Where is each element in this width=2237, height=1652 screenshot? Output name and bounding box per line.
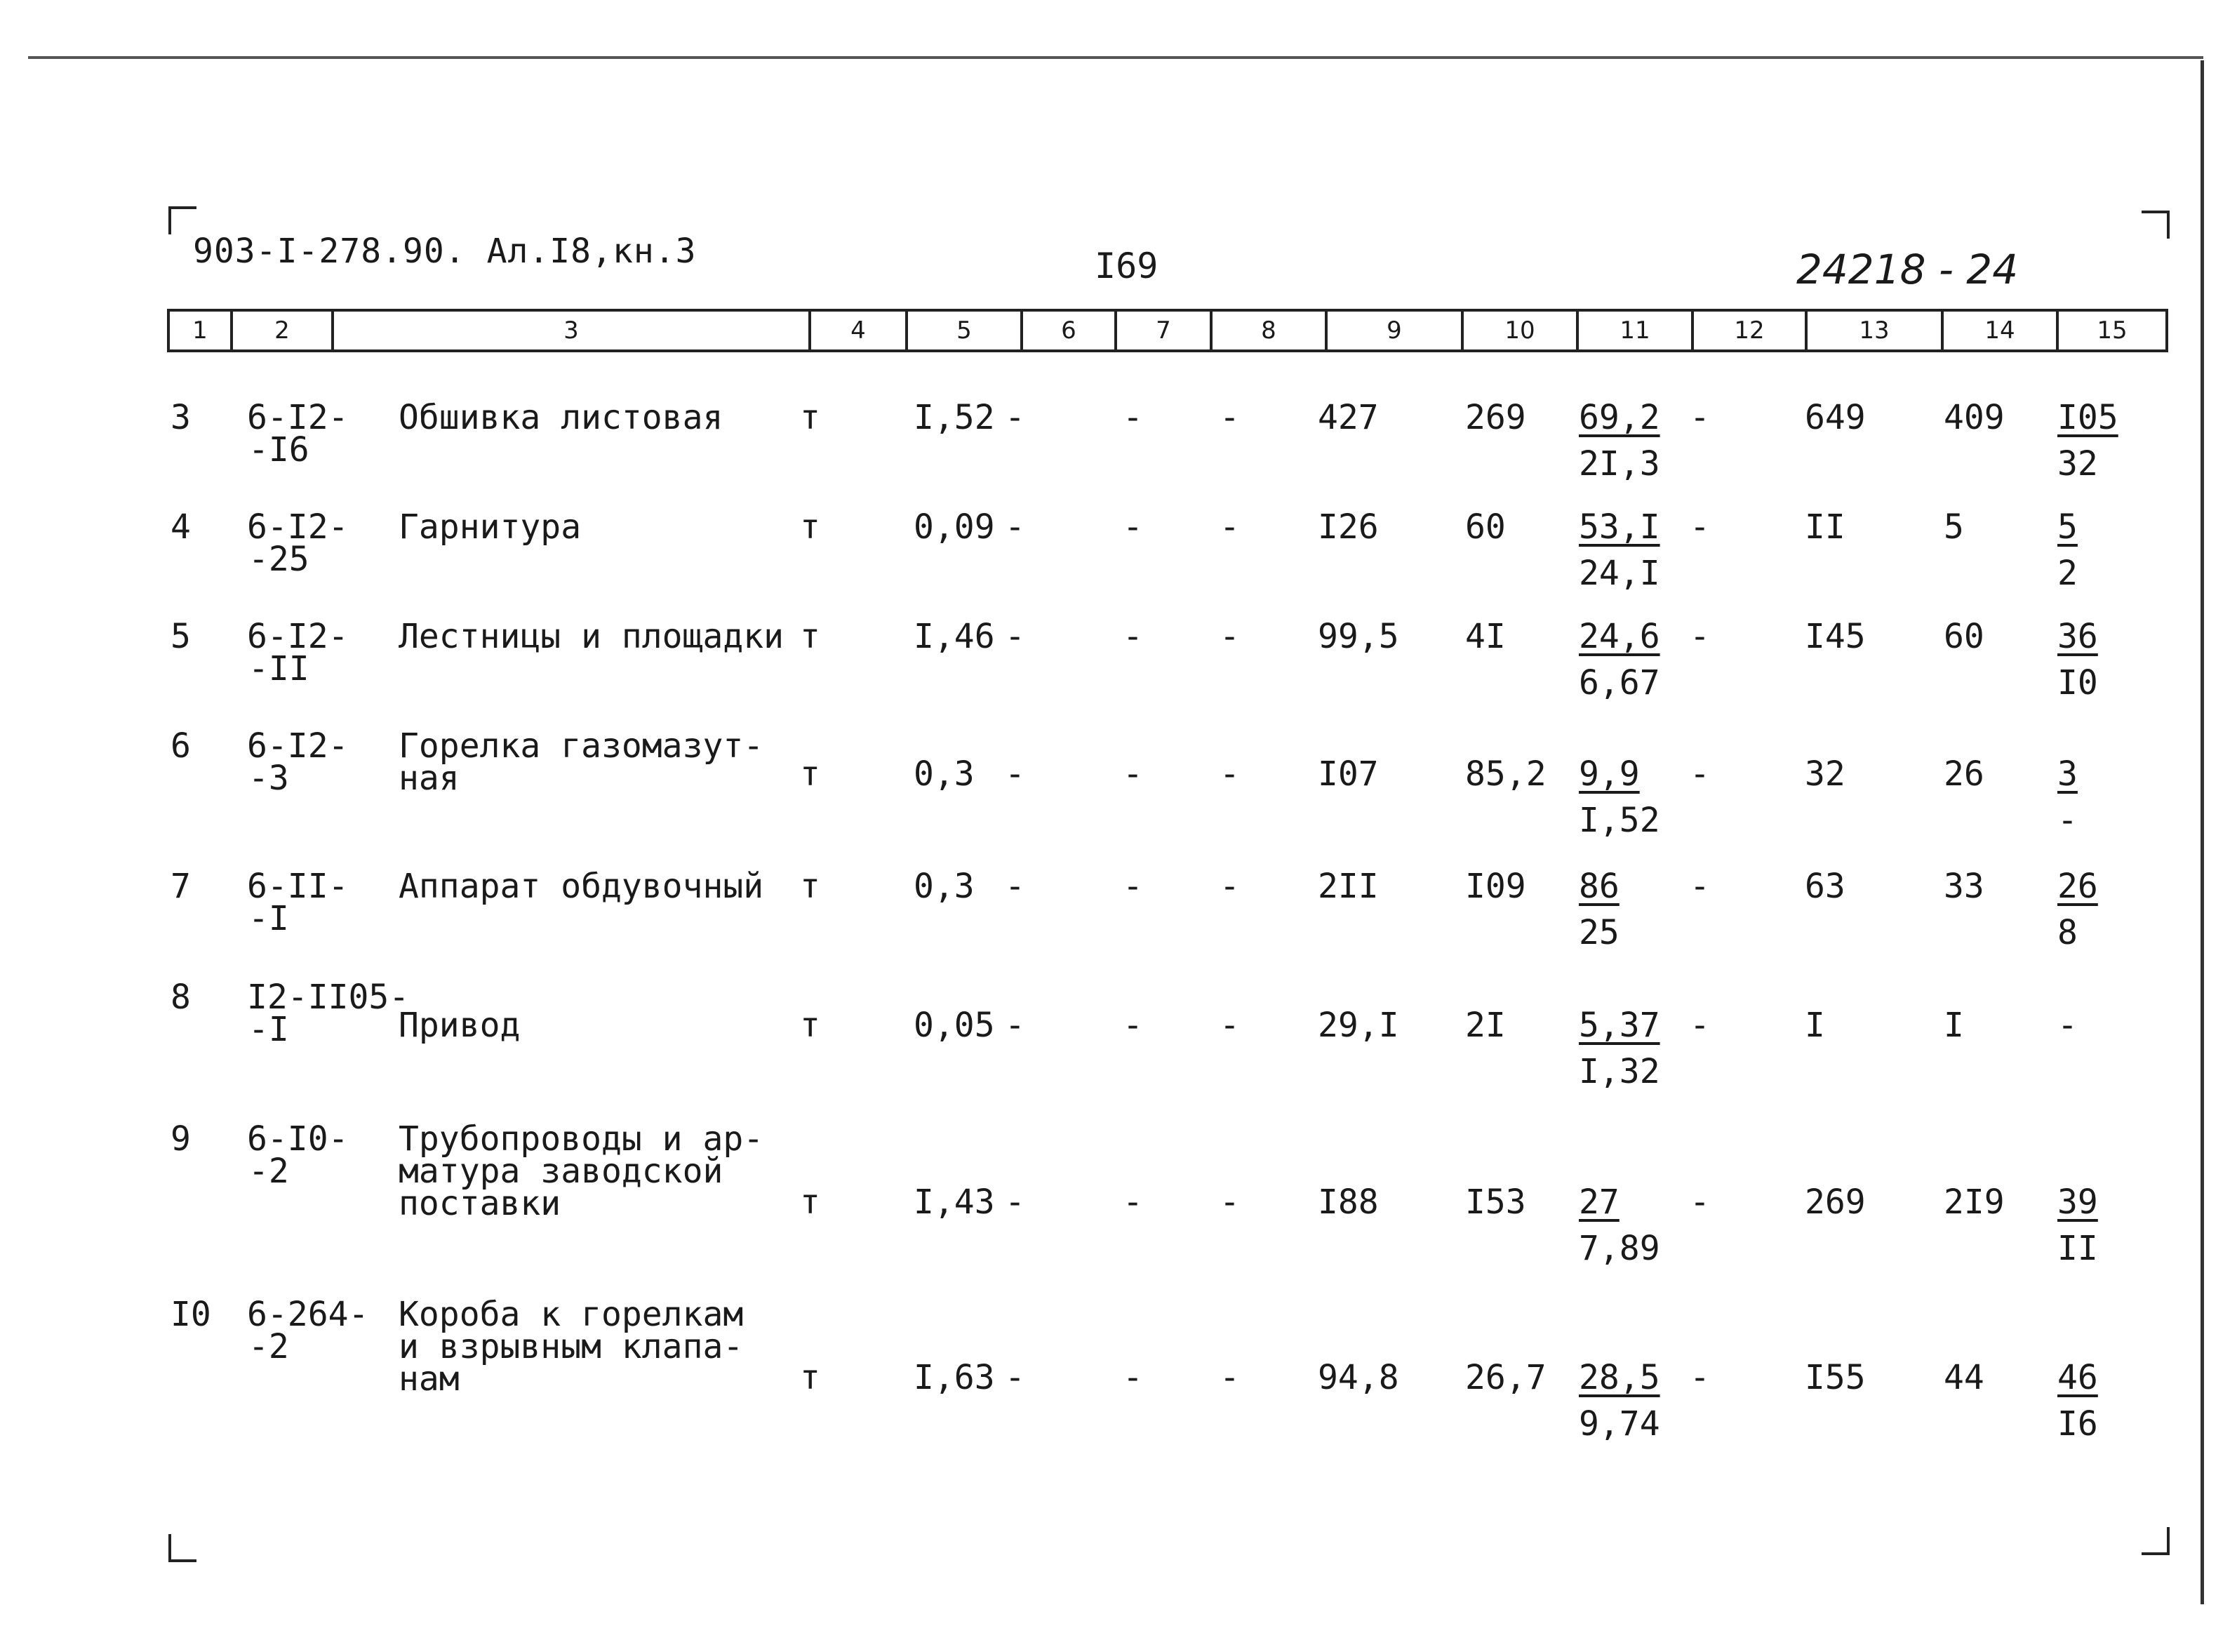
- col12-value: -: [1690, 754, 1710, 794]
- unit: т: [800, 1183, 820, 1222]
- item-name-line: Трубопроводы и ар-: [399, 1119, 764, 1159]
- item-code-line2: -I: [248, 899, 289, 938]
- unit: т: [800, 617, 820, 656]
- col8-value: -: [1220, 507, 1240, 547]
- col15-numerator: 26: [2057, 867, 2098, 906]
- item-code-line1: 6-II-: [247, 867, 349, 906]
- column-header: 7: [1114, 312, 1210, 349]
- item-code-line1: 6-I2-: [247, 507, 349, 547]
- col14-value: 5: [1944, 507, 1964, 547]
- col5-value: 0,09: [914, 507, 995, 547]
- handwritten-number: 24218 - 24: [1796, 246, 2019, 293]
- item-code-line1: 6-I2-: [247, 398, 349, 437]
- column-header: 2: [230, 312, 331, 349]
- corner-mark-top-left: [168, 206, 196, 234]
- col12-value: -: [1690, 507, 1710, 547]
- col14-value: I: [1944, 1006, 1964, 1045]
- page-number: I69: [1095, 246, 1158, 286]
- col12-value: -: [1690, 1358, 1710, 1397]
- col14-value: 44: [1944, 1358, 1984, 1397]
- col6-value: -: [1005, 507, 1025, 547]
- corner-mark-bottom-left: [168, 1534, 196, 1562]
- unit: т: [800, 1006, 820, 1045]
- col11-denominator: 25: [1579, 913, 1620, 952]
- item-code-line1: 6-I2-: [247, 726, 349, 766]
- item-code-line2: -I6: [248, 430, 309, 469]
- col15-numerator: 39: [2057, 1183, 2098, 1222]
- col15-denominator: 8: [2057, 913, 2078, 952]
- column-header: 3: [331, 312, 808, 349]
- item-name-line: Гарнитура: [399, 507, 582, 547]
- col14-value: 409: [1944, 398, 2005, 437]
- col13-value: 649: [1805, 398, 1866, 437]
- col9-value: I07: [1318, 754, 1379, 794]
- col15-denominator: 32: [2057, 444, 2098, 484]
- col10-value: 4I: [1465, 617, 1506, 656]
- col9-value: 99,5: [1318, 617, 1399, 656]
- col11-numerator: 24,6: [1579, 617, 1660, 656]
- col14-value: 26: [1944, 754, 1984, 794]
- column-header: 10: [1461, 312, 1576, 349]
- col5-value: 0,3: [914, 867, 975, 906]
- col10-value: I09: [1465, 867, 1526, 906]
- col13-value: I: [1805, 1006, 1825, 1045]
- col15-numerator: 5: [2057, 507, 2078, 547]
- col7-value: -: [1123, 398, 1143, 437]
- col6-value: -: [1005, 398, 1025, 437]
- col11-denominator: 6,67: [1579, 663, 1660, 702]
- item-name-line: Короба к горелкам: [399, 1295, 744, 1334]
- unit: т: [800, 398, 820, 437]
- item-name-line: ная: [399, 759, 460, 798]
- col15-denominator: I0: [2057, 663, 2098, 702]
- item-code-line2: -I: [248, 1010, 289, 1049]
- col7-value: -: [1123, 867, 1143, 906]
- col11-denominator: 7,89: [1579, 1229, 1660, 1268]
- col10-value: 26,7: [1465, 1358, 1547, 1397]
- col10-value: 2I: [1465, 1006, 1506, 1045]
- column-header: 11: [1576, 312, 1691, 349]
- column-header: 4: [808, 312, 905, 349]
- row-number: 9: [171, 1119, 191, 1159]
- col5-value: I,46: [914, 617, 995, 656]
- column-header: 6: [1020, 312, 1114, 349]
- column-header: 14: [1941, 312, 2056, 349]
- unit: т: [800, 867, 820, 906]
- col6-value: -: [1005, 1358, 1025, 1397]
- col6-value: -: [1005, 617, 1025, 656]
- col5-value: I,52: [914, 398, 995, 437]
- item-code-line1: 6-I2-: [247, 617, 349, 656]
- col9-value: 29,I: [1318, 1006, 1399, 1045]
- col7-value: -: [1123, 1006, 1143, 1045]
- col15-denominator: -: [2057, 801, 2078, 840]
- col11-numerator: 69,2: [1579, 398, 1660, 437]
- col15-numerator: 36: [2057, 617, 2098, 656]
- document-code: 903-I-278.90. Ал.I8,кн.3: [193, 232, 697, 271]
- item-name-line: матура заводской: [399, 1152, 723, 1191]
- col15-numerator: I05: [2057, 398, 2118, 437]
- col9-value: 94,8: [1318, 1358, 1399, 1397]
- col6-value: -: [1005, 1006, 1025, 1045]
- col14-value: 33: [1944, 867, 1984, 906]
- item-code-line1: 6-I0-: [247, 1119, 349, 1159]
- col11-numerator: 5,37: [1579, 1006, 1660, 1045]
- column-header: 12: [1691, 312, 1805, 349]
- col7-value: -: [1123, 617, 1143, 656]
- item-name-line: Аппарат обдувочный: [399, 867, 764, 906]
- item-name-line: Горелка газомазут-: [399, 726, 764, 766]
- col10-value: 269: [1465, 398, 1526, 437]
- col7-value: -: [1123, 507, 1143, 547]
- col15-denominator: II: [2057, 1229, 2098, 1268]
- corner-mark-bottom-right: [2142, 1527, 2170, 1555]
- col8-value: -: [1220, 398, 1240, 437]
- row-number: 4: [171, 507, 191, 547]
- col9-value: I26: [1318, 507, 1379, 547]
- top-border-line: [28, 56, 2203, 59]
- col11-numerator: 9,9: [1579, 754, 1640, 794]
- col7-value: -: [1123, 754, 1143, 794]
- item-name-line: и взрывным клапа-: [399, 1327, 744, 1366]
- column-header: 5: [905, 312, 1020, 349]
- col9-value: I88: [1318, 1183, 1379, 1222]
- col11-denominator: 9,74: [1579, 1404, 1660, 1444]
- col11-denominator: I,32: [1579, 1052, 1660, 1091]
- column-header: 13: [1805, 312, 1941, 349]
- col11-numerator: 53,I: [1579, 507, 1660, 547]
- column-header: 1: [192, 317, 208, 345]
- col11-denominator: 24,I: [1579, 554, 1660, 593]
- row-number: 7: [171, 867, 191, 906]
- col11-denominator: I,52: [1579, 801, 1660, 840]
- col14-value: 60: [1944, 617, 1984, 656]
- col10-value: I53: [1465, 1183, 1526, 1222]
- col8-value: -: [1220, 867, 1240, 906]
- col9-value: 427: [1318, 398, 1379, 437]
- item-name-line: Обшивка листовая: [399, 398, 723, 437]
- row-number: 6: [171, 726, 191, 766]
- col5-value: 0,3: [914, 754, 975, 794]
- col11-numerator: 27: [1579, 1183, 1620, 1222]
- row-number: 5: [171, 617, 191, 656]
- col12-value: -: [1690, 1006, 1710, 1045]
- item-code-line2: -25: [248, 540, 309, 579]
- col12-value: -: [1690, 1183, 1710, 1222]
- col15-denominator: I6: [2057, 1404, 2098, 1444]
- col7-value: -: [1123, 1358, 1143, 1397]
- col11-numerator: 86: [1579, 867, 1620, 906]
- col11-numerator: 28,5: [1579, 1358, 1660, 1397]
- col13-value: II: [1805, 507, 1845, 547]
- item-code-line2: -2: [248, 1152, 289, 1191]
- item-code-line2: -3: [248, 759, 289, 798]
- item-name-line: поставки: [399, 1184, 561, 1223]
- col8-value: -: [1220, 1183, 1240, 1222]
- col6-value: -: [1005, 754, 1025, 794]
- col10-value: 85,2: [1465, 754, 1547, 794]
- col14-value: 2I9: [1944, 1183, 2005, 1222]
- col12-value: -: [1690, 867, 1710, 906]
- item-code-line2: -2: [248, 1327, 289, 1366]
- unit: т: [800, 754, 820, 794]
- col15-numerator: 46: [2057, 1358, 2098, 1397]
- unit: т: [800, 1358, 820, 1397]
- item-code-line1: I2-II05-: [247, 978, 410, 1017]
- column-header: 8: [1210, 312, 1325, 349]
- col15-numerator: 3: [2057, 754, 2078, 794]
- right-border-line: [2201, 60, 2204, 1604]
- col13-value: 63: [1805, 867, 1845, 906]
- col7-value: -: [1123, 1183, 1143, 1222]
- col13-value: 32: [1805, 754, 1845, 794]
- col13-value: I45: [1805, 617, 1866, 656]
- column-header: 9: [1325, 312, 1461, 349]
- col8-value: -: [1220, 617, 1240, 656]
- column-header: 15: [2056, 312, 2165, 349]
- column-header-row: [167, 309, 2168, 352]
- item-name-line: Лестницы и площадки: [399, 617, 784, 656]
- row-number: I0: [171, 1295, 211, 1334]
- col9-value: 2II: [1318, 867, 1379, 906]
- col6-value: -: [1005, 867, 1025, 906]
- col8-value: -: [1220, 1358, 1240, 1397]
- col12-value: -: [1690, 398, 1710, 437]
- col10-value: 60: [1465, 507, 1506, 547]
- corner-mark-top-right: [2142, 211, 2170, 239]
- col15-denominator: 2: [2057, 554, 2078, 593]
- col8-value: -: [1220, 1006, 1240, 1045]
- col13-value: 269: [1805, 1183, 1866, 1222]
- item-code-line2: -II: [248, 649, 309, 688]
- col12-value: -: [1690, 617, 1710, 656]
- row-number: 8: [171, 978, 191, 1017]
- col5-value: I,43: [914, 1183, 995, 1222]
- col13-value: I55: [1805, 1358, 1866, 1397]
- col15-numerator: -: [2057, 1006, 2078, 1045]
- col6-value: -: [1005, 1183, 1025, 1222]
- col5-value: I,63: [914, 1358, 995, 1397]
- item-code-line1: 6-264-: [247, 1295, 369, 1334]
- row-number: 3: [171, 398, 191, 437]
- item-name-line: нам: [399, 1359, 460, 1399]
- unit: т: [800, 507, 820, 547]
- col8-value: -: [1220, 754, 1240, 794]
- col11-denominator: 2I,3: [1579, 444, 1660, 484]
- item-name-line: Привод: [399, 1006, 521, 1045]
- col5-value: 0,05: [914, 1006, 995, 1045]
